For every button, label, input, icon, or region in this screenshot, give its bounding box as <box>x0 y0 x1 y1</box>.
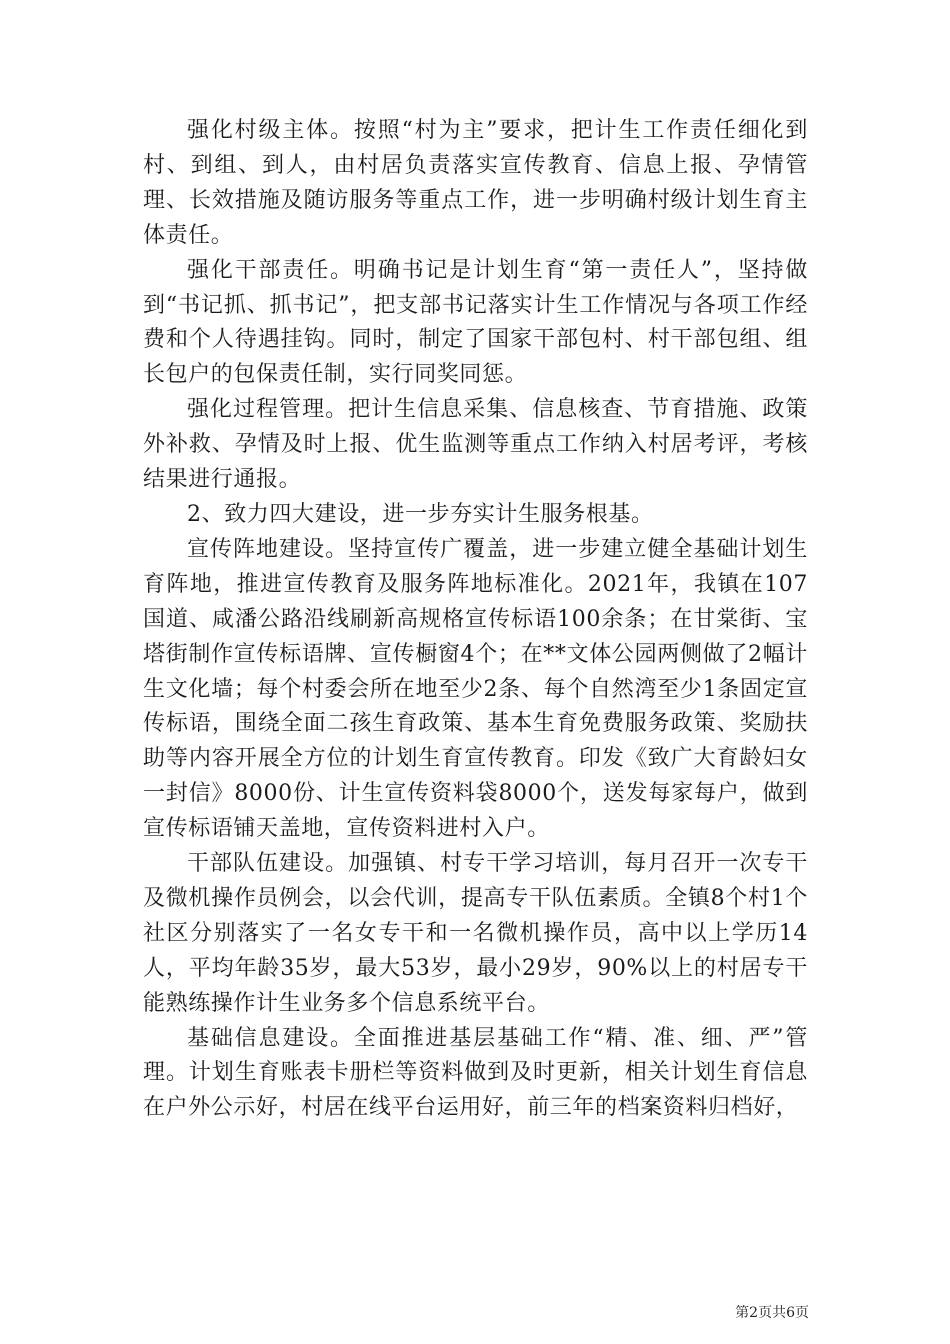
paragraph-basic-information-construction: 基础信息建设。全面推进基层基础工作“精、准、细、严”管理。计划生育账表卡册栏等资料做到及时更新，相关计划生育信息在户外公示好，村居在线平台运用好，前三年的档案资料归档好， <box>143 1025 808 1121</box>
paragraph-cadre-responsibility: 强化干部责任。明确书记是计划生育“第一责任人”，坚持做到“书记抓、抓书记”，把支部书记落实计生工作情况与各项工作经费和个人待遇挂钩。同时，制定了国家干部包村、村干部包组、组长包户的包保责任制，实行同奖同惩。 <box>143 257 808 388</box>
paragraph-publicity-construction: 宣传阵地建设。坚持宣传广覆盖，进一步建立健全基础计划生育阵地，推进宣传教育及服务阵地标准化。2021年，我镇在107国道、咸潘公路沿线刷新高规格宣传标语100余条；在甘棠街、宝塔街制作宣传标语牌、宣传橱窗4个；在**文体公园两侧做了2幅计生文化墙；每个村委会所在地至少2条、每个自然湾至少1条固定宣传标语，围绕全面二孩生育政策、基本生育免费服务政策、奖励扶助等内容开展全方位的计划生育宣传教育。印发《致广大育龄妇女一封信》8000份、计生宣传资料袋8000个，送发每家每户，做到宣传标语铺天盖地，宣传资料进村入户。 <box>143 536 808 842</box>
paragraph-process-management: 强化过程管理。把计生信息采集、信息核查、节育措施、政策外补救、孕情及时上报、优生监测等重点工作纳入村居考评，考核结果进行通报。 <box>143 397 808 493</box>
section-heading-four-constructions: 2、致力四大建设，进一步夯实计生服务根基。 <box>187 501 654 527</box>
page-number-footer: 第2页共6页 <box>735 1305 809 1321</box>
paragraph-village-subject: 强化村级主体。按照“村为主”要求，把计生工作责任细化到村、到组、到人，由村居负责落实宣传教育、信息上报、孕情管理、长效措施及随访服务等重点工作，进一步明确村级计划生育主体责任。 <box>143 118 808 248</box>
paragraph-cadre-team-construction: 干部队伍建设。加强镇、村专干学习培训，每月召开一次专干及微机操作员例会，以会代训，提高专干队伍素质。全镇8个村1个社区分别落实了一名女专干和一名微机操作员，高中以上学历14人，平均年龄35岁，最大53岁，最小29岁，90%以上的村居专干能熟练操作计生业务多个信息系统平台。 <box>143 851 808 1016</box>
document-body <box>143 114 808 1126</box>
